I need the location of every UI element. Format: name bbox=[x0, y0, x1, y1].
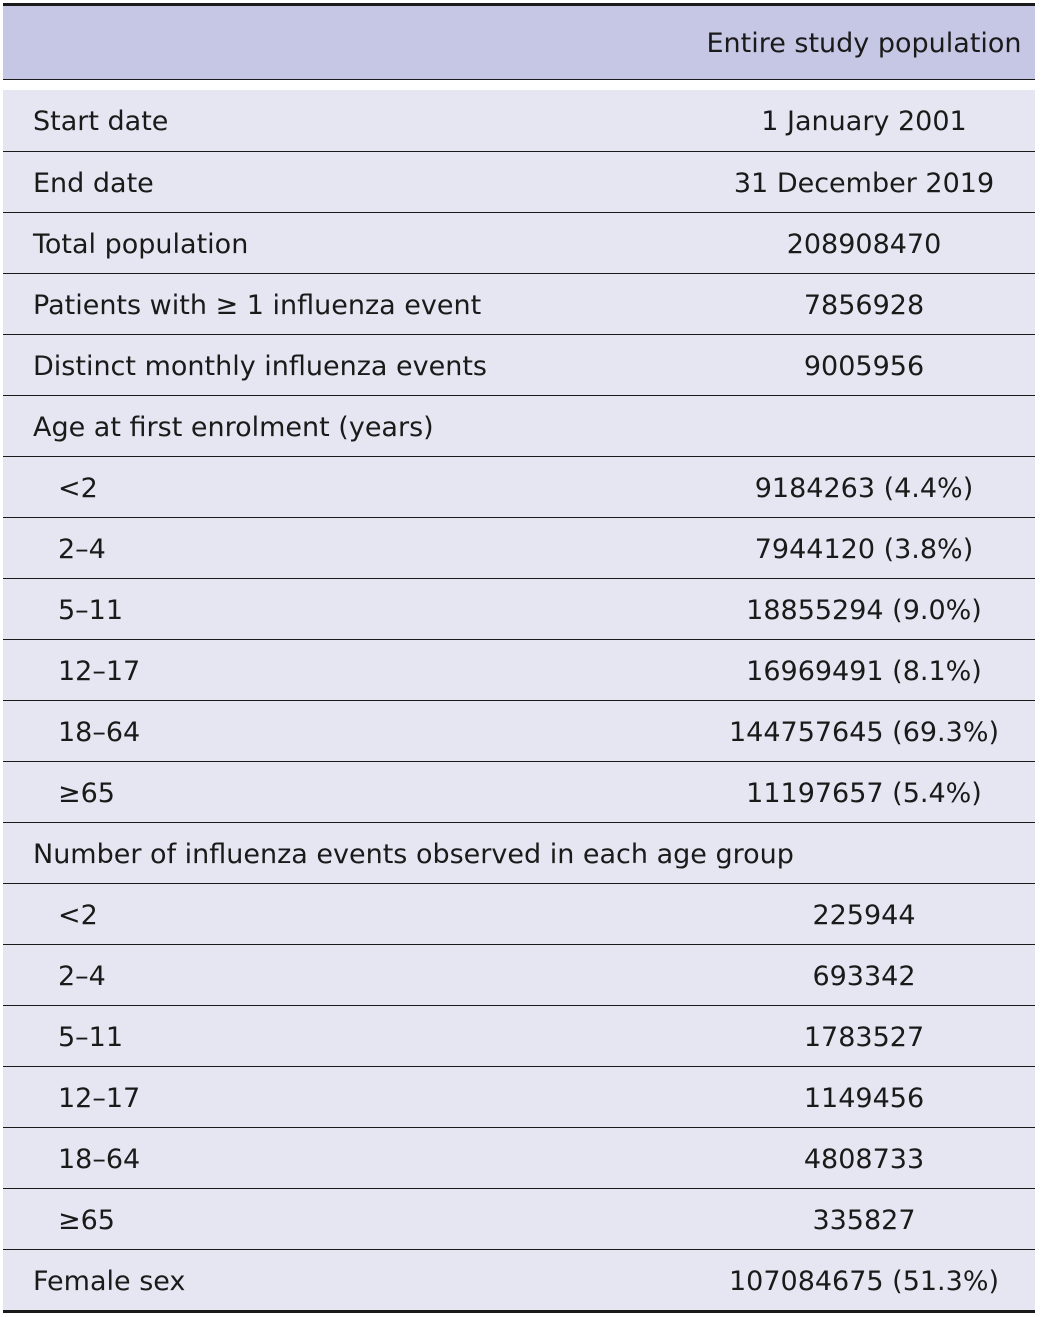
row-label: Female sex bbox=[33, 1266, 186, 1297]
table-row bbox=[3, 457, 1035, 518]
row-label: Start date bbox=[33, 106, 169, 137]
row-value: 7944120 (3.8%) bbox=[754, 534, 974, 565]
row-label: End date bbox=[33, 168, 154, 199]
row-label: Age at first enrolment (years) bbox=[33, 412, 434, 443]
table-row bbox=[3, 701, 1035, 762]
table-row bbox=[3, 1067, 1035, 1128]
row-value: 31 December 2019 bbox=[733, 168, 995, 199]
row-value: 1149456 bbox=[803, 1083, 925, 1114]
table-row bbox=[3, 640, 1035, 701]
row-label: Patients with ≥ 1 influenza event bbox=[33, 290, 482, 321]
row-value: 144757645 (69.3%) bbox=[728, 717, 1000, 748]
table-row bbox=[3, 90, 1035, 152]
table-row bbox=[3, 335, 1035, 396]
table-row bbox=[3, 823, 1035, 884]
row-label: 18–64 bbox=[58, 717, 141, 748]
table-row bbox=[3, 945, 1035, 1006]
table-row bbox=[3, 152, 1035, 213]
row-label: <2 bbox=[58, 473, 98, 504]
header-label-cell bbox=[3, 6, 693, 79]
row-value: 9184263 (4.4%) bbox=[754, 473, 974, 504]
table-row bbox=[3, 518, 1035, 579]
row-label: ≥65 bbox=[58, 778, 115, 809]
table-row bbox=[3, 1006, 1035, 1067]
row-value: 9005956 bbox=[803, 351, 925, 382]
row-label: Distinct monthly influenza events bbox=[33, 351, 487, 382]
row-value: 1783527 bbox=[803, 1022, 925, 1053]
row-value: 1 January 2001 bbox=[761, 106, 967, 137]
table-row bbox=[3, 762, 1035, 823]
row-label: Number of influenza events observed in each age group bbox=[33, 839, 794, 870]
table-row bbox=[3, 1128, 1035, 1189]
row-value: 208908470 bbox=[786, 229, 942, 260]
row-label: ≥65 bbox=[58, 1205, 115, 1236]
row-value: 225944 bbox=[812, 900, 916, 931]
header-gap bbox=[3, 80, 1035, 90]
row-label: <2 bbox=[58, 900, 98, 931]
table-row bbox=[3, 884, 1035, 945]
row-value: 107084675 (51.3%) bbox=[728, 1266, 1000, 1297]
row-value: 7856928 bbox=[803, 290, 925, 321]
row-label: 2–4 bbox=[58, 961, 106, 992]
row-value: 16969491 (8.1%) bbox=[746, 656, 982, 687]
row-value: 4808733 bbox=[803, 1144, 925, 1175]
row-value: 335827 bbox=[812, 1205, 916, 1236]
table-row bbox=[3, 579, 1035, 640]
table-row bbox=[3, 274, 1035, 335]
header-column-title: Entire study population bbox=[706, 28, 1022, 59]
table-row bbox=[3, 396, 1035, 457]
row-label: 18–64 bbox=[58, 1144, 141, 1175]
table-row bbox=[3, 1250, 1035, 1313]
row-label: 5–11 bbox=[58, 1022, 124, 1053]
table-header-row bbox=[3, 3, 1035, 80]
row-label: Total population bbox=[33, 229, 249, 260]
row-value: 18855294 (9.0%) bbox=[746, 595, 982, 626]
row-label: 12–17 bbox=[58, 656, 141, 687]
row-label: 12–17 bbox=[58, 1083, 141, 1114]
row-value: 11197657 (5.4%) bbox=[746, 778, 982, 809]
study-population-table bbox=[3, 3, 1035, 1313]
row-label: 2–4 bbox=[58, 534, 106, 565]
row-label: 5–11 bbox=[58, 595, 124, 626]
table-body bbox=[3, 90, 1035, 1313]
table-row bbox=[3, 213, 1035, 274]
row-value: 693342 bbox=[812, 961, 916, 992]
table-row bbox=[3, 1189, 1035, 1250]
